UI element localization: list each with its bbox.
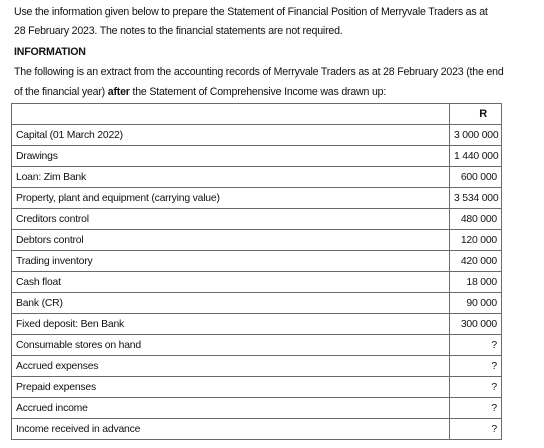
extract-line-1: The following is an extract from the accounting records of Merryvale Traders as at 28 February 2023 (the end	[14, 66, 504, 78]
accounts-extract-table	[11, 103, 502, 440]
account-amount: 3 534 000	[450, 188, 502, 209]
account-label: Consumable stores on hand	[12, 335, 450, 356]
table-row	[12, 230, 502, 251]
account-amount: ?	[450, 356, 502, 377]
table-row	[12, 314, 502, 335]
extract-line-2-pre: of the financial year)	[14, 86, 108, 98]
account-amount: 3 000 000	[450, 125, 502, 146]
table-header-row	[12, 104, 502, 125]
table-row	[12, 272, 502, 293]
table-row	[12, 146, 502, 167]
account-label: Debtors control	[12, 230, 450, 251]
table-row	[12, 167, 502, 188]
account-amount: 120 000	[450, 230, 502, 251]
account-amount: ?	[450, 335, 502, 356]
table-body	[12, 125, 502, 440]
account-label: Accrued expenses	[12, 356, 450, 377]
account-amount: 90 000	[450, 293, 502, 314]
account-label: Capital (01 March 2022)	[12, 125, 450, 146]
account-label: Accrued income	[12, 398, 450, 419]
intro-line-2: 28 February 2023. The notes to the financial statements are not required.	[14, 25, 343, 37]
account-label: Bank (CR)	[12, 293, 450, 314]
account-label: Creditors control	[12, 209, 450, 230]
account-label: Income received in advance	[12, 419, 450, 440]
intro-line-1: Use the information given below to prepare the Statement of Financial Position of Merryvale Traders as at	[14, 6, 488, 18]
account-amount: 420 000	[450, 251, 502, 272]
account-amount: 1 440 000	[450, 146, 502, 167]
account-label: Cash float	[12, 272, 450, 293]
account-label: Drawings	[12, 146, 450, 167]
currency-header: R	[450, 104, 502, 125]
account-amount: 18 000	[450, 272, 502, 293]
account-amount: ?	[450, 419, 502, 440]
account-amount: 600 000	[450, 167, 502, 188]
account-amount: 480 000	[450, 209, 502, 230]
description-header-cell	[12, 104, 450, 125]
account-amount: ?	[450, 398, 502, 419]
table-row	[12, 251, 502, 272]
account-label: Trading inventory	[12, 251, 450, 272]
table-row	[12, 419, 502, 440]
account-label: Fixed deposit: Ben Bank	[12, 314, 450, 335]
account-amount: 300 000	[450, 314, 502, 335]
extract-line-2-post: the Statement of Comprehensive Income was drawn up:	[129, 86, 387, 98]
account-label: Prepaid expenses	[12, 377, 450, 398]
table-row	[12, 188, 502, 209]
extract-line-2-emphasis: after	[107, 86, 130, 98]
extract-line-2	[14, 86, 386, 98]
table-row	[12, 398, 502, 419]
account-amount: ?	[450, 377, 502, 398]
table-row	[12, 209, 502, 230]
table-row	[12, 377, 502, 398]
account-label: Property, plant and equipment (carrying value)	[12, 188, 450, 209]
table-row	[12, 356, 502, 377]
table-row	[12, 293, 502, 314]
table-row	[12, 125, 502, 146]
account-label: Loan: Zim Bank	[12, 167, 450, 188]
table-row	[12, 335, 502, 356]
information-heading: INFORMATION	[14, 46, 86, 58]
